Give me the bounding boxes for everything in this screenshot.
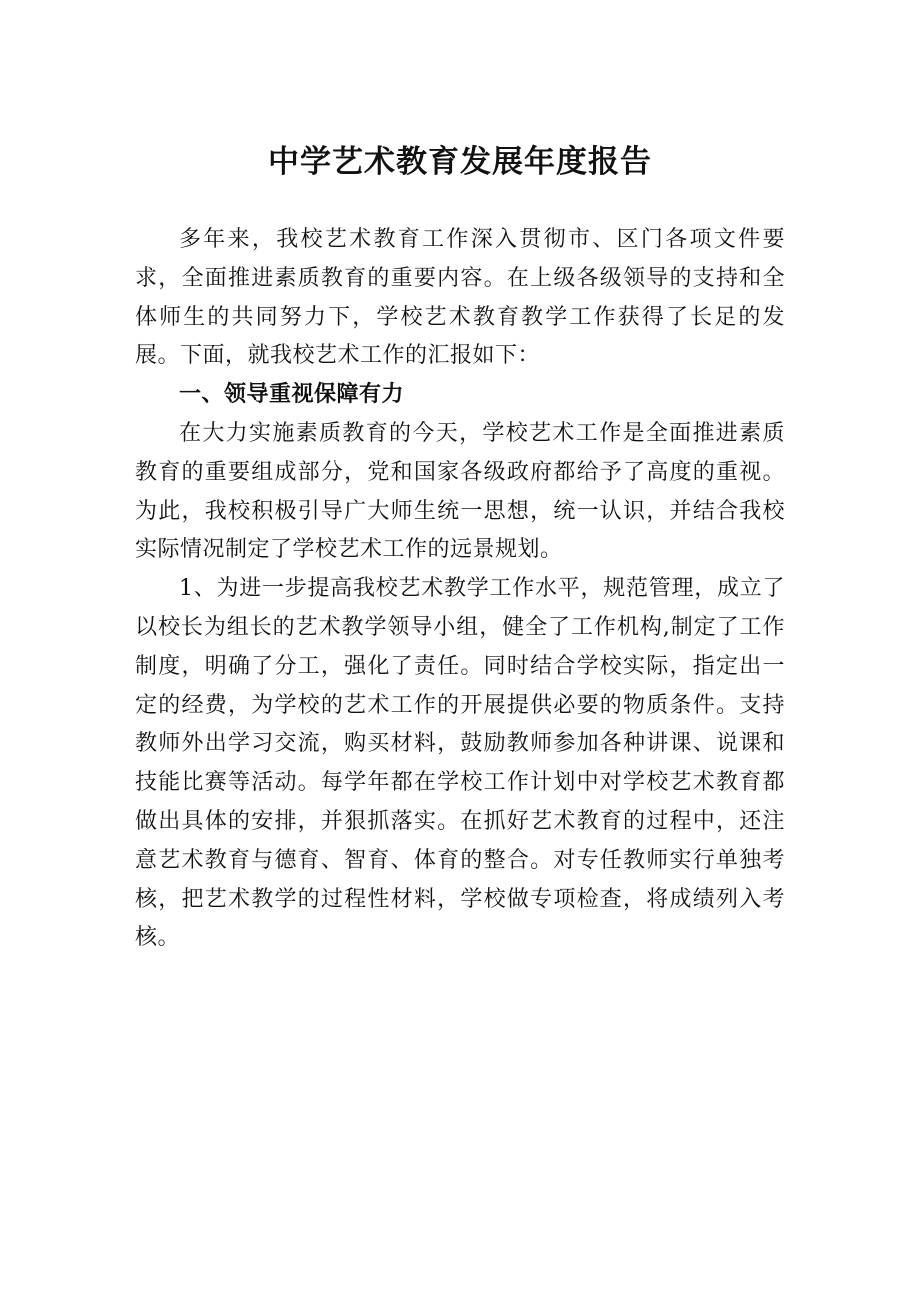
section-paragraph: 1、为进一步提高我校艺术教学工作水平，规范管理，成立了以校长为组长的艺术教学领导小组，健全了工作机构,制定了工作制度，明确了分工，强化了责任。同时结合学校实际，指定出一定的经费，为学校的艺术工作的开展提供必要的物质条件。支持教师外出学习交流，购买材料，鼓励教师参加各种讲课、说课和技能比赛等活动。每学年都在学校工作计划中对学校艺术教育都做出具体的安排，并狠抓落实。在抓好艺术教育的过程中，还注意艺术教育与德育、智育、体育的整合。对专任教师实行单独考核，把艺术教学的过程性材料，学校做专项检查，将成绩列入考核。: [135, 576, 785, 951]
section-paragraph: 在大力实施素质教育的今天，学校艺术工作是全面推进素质教育的重要组成部分，党和国家各级政府都给予了高度的重视。为此，我校积极引导广大师生统一思想，统一认识，并结合我校实际情况制定了学校艺术工作的远景规划。: [135, 420, 785, 563]
document-title: 中学艺术教育发展年度报告: [268, 144, 652, 180]
intro-paragraph: 多年来，我校艺术教育工作深入贯彻市、区门各项文件要求，全面推进素质教育的重要内容。在上级各级领导的支持和全体师生的共同努力下，学校艺术教育教学工作获得了长足的发展。下面，就我校艺术工作的汇报如下：: [135, 227, 785, 369]
document-body: [135, 221, 785, 958]
section-heading: 一、领导重视保障有力: [179, 382, 405, 408]
